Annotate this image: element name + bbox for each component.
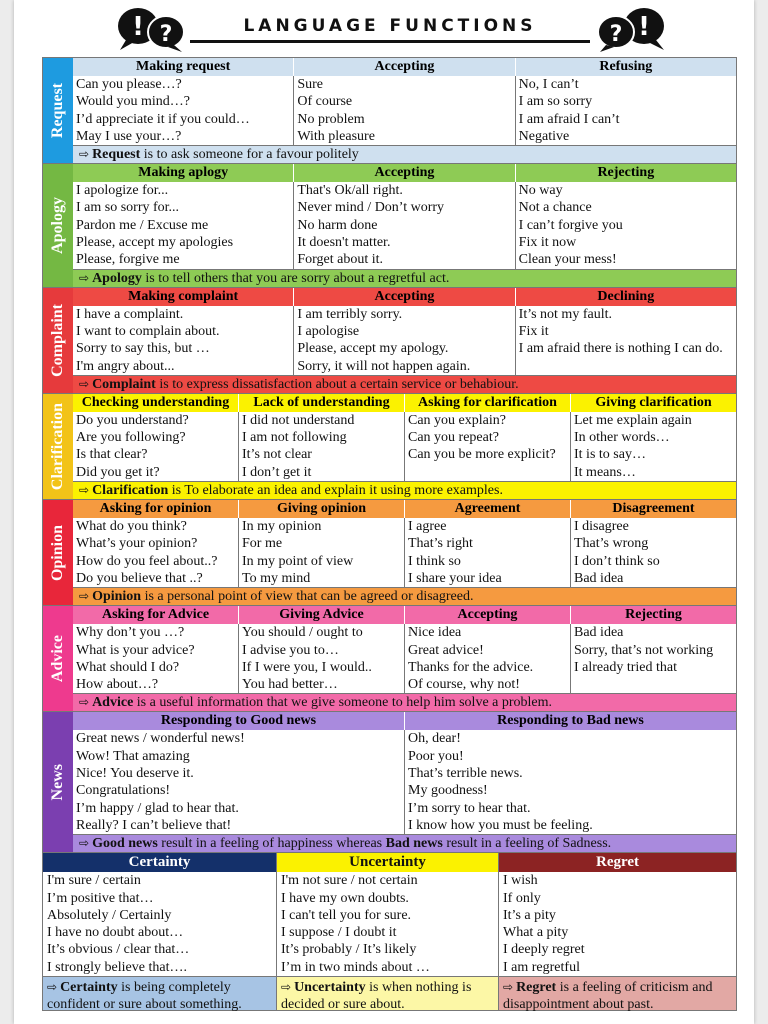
section-main-clarification xyxy=(73,394,736,499)
expression-list xyxy=(73,624,239,693)
column-header: Certainty xyxy=(43,853,276,872)
expression-item: Wow! That amazing xyxy=(76,748,190,764)
expression-list xyxy=(73,306,294,375)
expression-item: I agree xyxy=(408,519,447,535)
expression-item: Fix it now xyxy=(518,235,577,251)
section-clarification xyxy=(42,394,737,500)
expression-item: I have a complaint. xyxy=(76,306,184,322)
expression-item: No way xyxy=(518,183,563,199)
expression-item: What should I do? xyxy=(76,659,180,675)
section-main-advice xyxy=(73,606,736,711)
column-header: Asking for Advice xyxy=(73,606,239,624)
expression-item: In other words… xyxy=(574,430,670,446)
expression-item: It means… xyxy=(574,464,636,480)
expression-item: I apologize for... xyxy=(76,183,169,199)
svg-text:?: ? xyxy=(609,22,623,47)
expression-columns xyxy=(73,306,736,375)
section-main-apology xyxy=(73,164,736,286)
expression-item: I advise you to… xyxy=(242,642,339,658)
expression-item: Is that clear? xyxy=(76,447,148,463)
section-label-opinion: Opinion xyxy=(43,500,73,605)
expression-item: I'm not sure / not certain xyxy=(281,873,418,889)
definition-note: ⇨ Request is to ask someone for a favour politely xyxy=(73,145,736,163)
expression-item: Poor you! xyxy=(408,748,464,764)
expression-item: Bad idea xyxy=(574,625,624,641)
definition-note: ⇨ Certainty is being completely confident or sure about something. xyxy=(43,976,276,1010)
expression-columns xyxy=(73,624,736,693)
expression-item: It doesn't matter. xyxy=(297,235,391,251)
expression-item: That’s right xyxy=(408,536,473,552)
arrow-icon: ⇨ xyxy=(79,483,90,498)
column-header: Giving clarification xyxy=(595,394,712,410)
section-label-request: Request xyxy=(43,58,73,163)
svg-text:!: ! xyxy=(638,12,650,42)
section-main-complaint xyxy=(73,288,736,393)
expression-item: No harm done xyxy=(297,217,378,233)
expression-item: Really? I can’t believe that! xyxy=(76,817,232,833)
expression-item: Are you following? xyxy=(76,430,186,446)
section-regret xyxy=(499,853,736,1010)
expression-item: In my opinion xyxy=(242,519,322,535)
arrow-icon: ⇨ xyxy=(79,589,90,604)
section-label-news: News xyxy=(43,712,73,852)
expression-columns xyxy=(73,76,736,145)
expression-list xyxy=(73,730,405,834)
arrow-icon: ⇨ xyxy=(79,836,90,851)
expression-item: It’s a pity xyxy=(503,907,556,923)
column-header-row xyxy=(73,394,736,412)
title-underline xyxy=(190,40,590,43)
expression-item: I can’t forgive you xyxy=(518,217,623,233)
expression-item: Can you please…? xyxy=(76,77,182,92)
expression-item: Not a chance xyxy=(518,200,592,216)
expression-item: It’s not my fault. xyxy=(518,306,612,322)
expression-item: With pleasure xyxy=(297,128,375,144)
expression-list xyxy=(571,624,736,693)
expression-item: I don’t think so xyxy=(574,553,660,569)
expression-item: Do you understand? xyxy=(76,412,189,428)
expression-list xyxy=(294,306,515,375)
expression-item: Did you get it? xyxy=(76,464,160,480)
expression-item: Sure xyxy=(297,77,323,92)
section-label-apology: Apology xyxy=(43,164,73,286)
column-header-row xyxy=(73,500,736,518)
column-header-row xyxy=(73,58,736,76)
column-header-row xyxy=(73,288,736,306)
column-header: Responding to Good news xyxy=(73,712,405,730)
expression-item: I know how you must be feeling. xyxy=(408,817,593,833)
column-header-row xyxy=(73,606,736,624)
expression-item: You had better… xyxy=(242,677,338,693)
expression-list xyxy=(571,412,736,481)
expression-list xyxy=(516,76,736,145)
expression-item: Sorry to say this, but … xyxy=(76,341,210,357)
expression-item: Negative xyxy=(518,128,570,144)
section-label-complaint: Complaint xyxy=(43,288,73,393)
expression-item: Bad idea xyxy=(574,570,624,586)
expression-item: Nice! You deserve it. xyxy=(76,766,194,782)
column-header: Making request xyxy=(73,58,294,76)
column-header: Giving opinion xyxy=(239,500,405,518)
column-header: Declining xyxy=(597,288,655,304)
expression-item: I am so sorry xyxy=(518,94,593,110)
expression-item: I deeply regret xyxy=(503,942,585,958)
column-header-row xyxy=(73,164,736,182)
expression-item: Nice idea xyxy=(408,625,462,641)
expression-item: Of course xyxy=(297,94,353,110)
expression-item: That’s wrong xyxy=(574,536,649,552)
section-news xyxy=(42,712,737,853)
expression-item: If I were you, I would.. xyxy=(242,659,372,675)
definition-note: ⇨ Opinion is a personal point of view that can be agreed or disagreed. xyxy=(73,587,736,605)
definition-note: ⇨ Clarification is To elaborate an idea and explain it using more examples. xyxy=(73,481,736,499)
expression-list xyxy=(499,872,736,976)
expression-item: I’m positive that… xyxy=(47,890,154,906)
certainty-uncertainty-regret-block xyxy=(42,853,737,1011)
expression-item: I am terribly sorry. xyxy=(297,306,403,322)
column-header: Making aplogy xyxy=(73,164,294,182)
expression-list xyxy=(43,872,276,976)
expression-list xyxy=(239,624,405,693)
column-header: Asking for opinion xyxy=(73,500,239,518)
expression-item: Can you explain? xyxy=(408,412,506,428)
definition-note: ⇨ Uncertainty is when nothing is decided or sure about. xyxy=(277,976,498,1010)
expression-item: It’s obvious / clear that… xyxy=(47,942,190,958)
expression-item: Clean your mess! xyxy=(518,252,617,268)
language-functions-table xyxy=(42,57,737,1011)
expression-item: Why don’t you …? xyxy=(76,625,185,641)
expression-item: Sorry, it will not happen again. xyxy=(297,358,471,374)
expression-item: May I use your…? xyxy=(76,128,182,144)
expression-item: What is your advice? xyxy=(76,642,195,658)
section-apology xyxy=(42,164,737,287)
expression-list xyxy=(294,76,515,145)
column-header: Accepting xyxy=(405,606,571,624)
expression-item: Can you be more explicit? xyxy=(408,447,556,463)
section-uncertainty xyxy=(277,853,499,1010)
expression-list xyxy=(239,518,405,587)
expression-list xyxy=(516,306,736,375)
expression-list xyxy=(73,182,294,268)
definition-note: ⇨ Apology is to tell others that you are sorry about a regretful act. xyxy=(73,269,736,287)
expression-item: I can't tell you for sure. xyxy=(281,907,412,923)
arrow-icon: ⇨ xyxy=(79,376,90,391)
expression-item: Please, accept my apologies xyxy=(76,235,234,251)
section-certainty xyxy=(43,853,277,1010)
expression-columns xyxy=(73,412,736,481)
expression-item: I share your idea xyxy=(408,570,502,586)
column-header: Accepting xyxy=(294,164,515,182)
expression-item: I don’t get it xyxy=(242,464,312,480)
arrow-icon: ⇨ xyxy=(79,147,90,162)
column-header: Making complaint xyxy=(73,288,294,306)
expression-item: What’s your opinion? xyxy=(76,536,198,552)
expression-columns xyxy=(73,730,736,834)
section-main-news xyxy=(73,712,736,852)
expression-item: Great advice! xyxy=(408,642,484,658)
expression-list xyxy=(405,412,571,481)
expression-item: Fix it xyxy=(518,323,549,339)
page-header xyxy=(14,0,754,56)
expression-item: How about…? xyxy=(76,677,159,693)
expression-item: Do you believe that ..? xyxy=(76,570,203,586)
expression-item: That’s terrible news. xyxy=(408,766,523,782)
expression-item: I did not understand xyxy=(242,412,355,428)
column-header: Rejecting xyxy=(625,607,682,623)
section-opinion xyxy=(42,500,737,606)
expression-item: I disagree xyxy=(574,519,629,535)
expression-item: I'm angry about... xyxy=(76,358,175,374)
expression-item: I am not following xyxy=(242,430,347,446)
section-main-opinion xyxy=(73,500,736,605)
speech-bubble-exclamation-question-icon xyxy=(108,4,200,52)
expression-item: My goodness! xyxy=(408,783,488,799)
section-label-clarification: Clarification xyxy=(43,394,73,499)
expression-item: I’d appreciate it if you could… xyxy=(76,111,250,127)
arrow-icon: ⇨ xyxy=(79,695,90,710)
expression-list xyxy=(73,76,294,145)
expression-item: Sorry, that’s not working xyxy=(574,642,714,658)
expression-item: In my point of view xyxy=(242,553,354,569)
column-header: Accepting xyxy=(294,288,515,306)
expression-columns xyxy=(73,518,736,587)
expression-item: Let me explain again xyxy=(574,412,692,428)
expression-item: I’m happy / glad to hear that. xyxy=(76,800,239,816)
expression-item: I’m in two minds about … xyxy=(281,959,430,975)
expression-item: I have my own doubts. xyxy=(281,890,409,906)
expression-item: I apologise xyxy=(297,323,360,339)
section-advice xyxy=(42,606,737,712)
expression-item: I suppose / I doubt it xyxy=(281,925,397,941)
expression-item: For me xyxy=(242,536,283,552)
expression-item: That's Ok/all right. xyxy=(297,183,403,199)
column-header-row xyxy=(73,712,736,730)
expression-item: I already tried that xyxy=(574,659,678,675)
expression-item: Please, forgive me xyxy=(76,252,180,268)
expression-item: Pardon me / Excuse me xyxy=(76,217,209,233)
section-complaint xyxy=(42,288,737,394)
column-header: Rejecting xyxy=(597,165,655,181)
expression-item: If only xyxy=(503,890,541,906)
expression-item: To my mind xyxy=(242,570,311,586)
worksheet-page xyxy=(14,0,754,1024)
expression-item: I want to complain about. xyxy=(76,323,220,339)
expression-item: What do you think? xyxy=(76,519,187,535)
definition-note: ⇨ Advice is a useful information that we give someone to help him solve a problem. xyxy=(73,693,736,711)
definition-note: ⇨ Complaint is to express dissatisfaction about a certain service or behabiour. xyxy=(73,375,736,393)
column-header: Giving Advice xyxy=(239,606,405,624)
expression-item: You should / ought to xyxy=(242,625,363,641)
page-title: LANGUAGE FUNCTIONS xyxy=(243,16,537,36)
column-header: Asking for clarification xyxy=(405,394,571,412)
arrow-icon: ⇨ xyxy=(47,979,58,994)
expression-item: I'm sure / certain xyxy=(47,873,141,889)
expression-item: Great news / wonderful news! xyxy=(76,731,245,747)
expression-item: Oh, dear! xyxy=(408,731,461,747)
expression-list xyxy=(239,412,405,481)
column-header: Regret xyxy=(499,853,736,872)
expression-item: I am afraid there is nothing I can do. xyxy=(518,341,723,357)
expression-item: It is to say… xyxy=(574,447,646,463)
expression-list xyxy=(571,518,736,587)
expression-list xyxy=(516,182,736,268)
section-request xyxy=(42,57,737,164)
expression-item: Would you mind…? xyxy=(76,94,190,110)
arrow-icon: ⇨ xyxy=(503,979,514,994)
expression-list xyxy=(73,518,239,587)
expression-list xyxy=(294,182,515,268)
expression-item: No, I can’t xyxy=(518,77,579,92)
arrow-icon: ⇨ xyxy=(281,979,292,994)
column-header: Uncertainty xyxy=(277,853,498,872)
definition-note: ⇨ Good news result in a feeling of happiness whereas Bad news result in a feeling of Sadness. xyxy=(73,834,736,852)
expression-item: It’s probably / It’s likely xyxy=(281,942,417,958)
expression-item: I am afraid I can’t xyxy=(518,111,620,127)
expression-item: How do you feel about..? xyxy=(76,553,218,569)
expression-item: I think so xyxy=(408,553,461,569)
expression-item: I’m sorry to hear that. xyxy=(408,800,531,816)
expression-list xyxy=(73,412,239,481)
expression-item: Can you repeat? xyxy=(408,430,499,446)
expression-item: Thanks for the advice. xyxy=(408,659,534,675)
expression-item: What a pity xyxy=(503,925,569,941)
expression-item: No problem xyxy=(297,111,365,127)
expression-list xyxy=(277,872,498,976)
expression-item: I have no doubt about… xyxy=(47,925,184,941)
expression-item: Never mind / Don’t worry xyxy=(297,200,445,216)
expression-list xyxy=(405,518,571,587)
section-label-advice: Advice xyxy=(43,606,73,711)
column-header: Lack of understanding xyxy=(239,394,405,412)
expression-item: Congratulations! xyxy=(76,783,171,799)
expression-item: I wish xyxy=(503,873,538,889)
expression-list xyxy=(405,624,571,693)
expression-item: Absolutely / Certainly xyxy=(47,907,172,923)
column-header: Responding to Bad news xyxy=(497,713,644,729)
expression-columns xyxy=(73,182,736,268)
column-header: Agreement xyxy=(405,500,571,518)
section-main-request xyxy=(73,58,736,163)
speech-bubble-question-exclamation-icon xyxy=(584,4,676,52)
expression-item: Please, accept my apology. xyxy=(297,341,449,357)
column-header: Accepting xyxy=(294,58,515,76)
expression-list xyxy=(405,730,736,834)
arrow-icon: ⇨ xyxy=(79,270,90,285)
column-header: Disagreement xyxy=(612,501,695,517)
column-header: Checking understanding xyxy=(73,394,239,412)
column-header: Refusing xyxy=(599,59,653,74)
expression-item: I am regretful xyxy=(503,959,580,975)
expression-item: I am so sorry for... xyxy=(76,200,180,216)
expression-item: It’s not clear xyxy=(242,447,312,463)
expression-item: I strongly believe that…. xyxy=(47,959,187,975)
svg-text:?: ? xyxy=(159,22,173,47)
svg-text:!: ! xyxy=(132,12,144,42)
definition-note: ⇨ Regret is a feeling of criticism and disappointment about past. xyxy=(499,976,736,1010)
expression-item: Forget about it. xyxy=(297,252,384,268)
expression-item: Of course, why not! xyxy=(408,677,520,693)
